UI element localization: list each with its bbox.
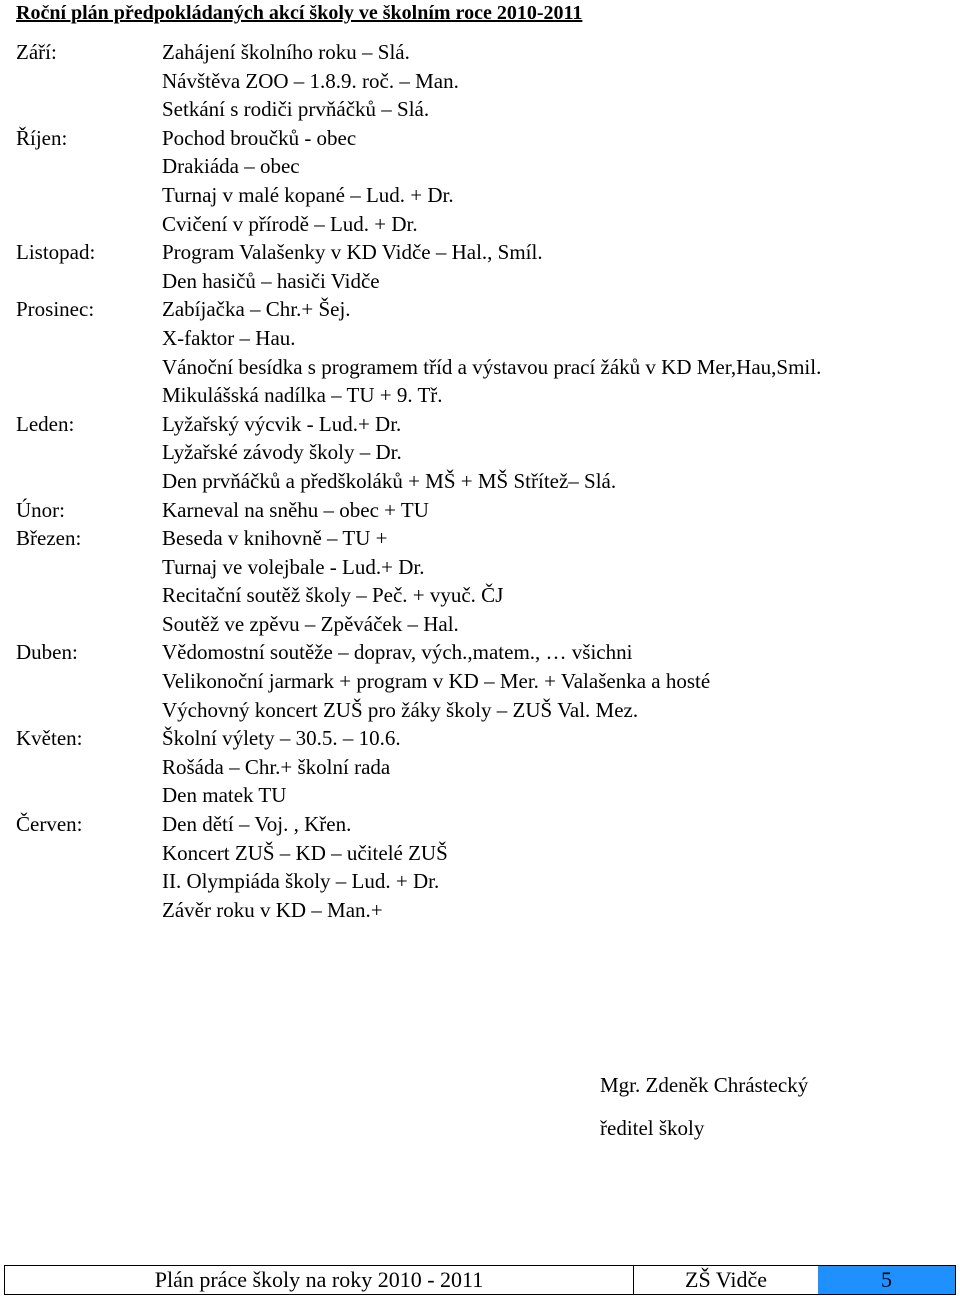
event-item: Pochod broučků - obec bbox=[162, 125, 357, 150]
month-label: Leden: bbox=[16, 411, 75, 436]
signature-role: ředitel školy bbox=[600, 1116, 705, 1140]
event-item: Program Valašenky v KD Vidče – Hal., Smíl. bbox=[162, 240, 543, 265]
footer-school-name: ZŠ Vidče bbox=[633, 1266, 818, 1294]
page-title: Roční plán předpokládaných akcí školy ve školním roce 2010-2011 bbox=[16, 2, 583, 24]
event-item: Karneval na sněhu – obec + TU bbox=[162, 497, 429, 522]
event-item: Den dětí – Voj. , Křen. bbox=[162, 812, 352, 837]
schedule bbox=[16, 38, 956, 924]
event-item: Cvičení v přírodě – Lud. + Dr. bbox=[162, 211, 418, 236]
month-block bbox=[16, 496, 956, 525]
event-item: Lyžařské závody školy – Dr. bbox=[162, 440, 402, 465]
month-label: Únor: bbox=[16, 497, 65, 522]
month-label: Září: bbox=[16, 40, 57, 64]
event-item: II. Olympiáda školy – Lud. + Dr. bbox=[162, 869, 440, 894]
event-list bbox=[162, 496, 956, 525]
event-list bbox=[162, 638, 956, 724]
event-item: Rošáda – Chr.+ školní rada bbox=[162, 754, 391, 779]
footer-plan-title: Plán práce školy na roky 2010 - 2011 bbox=[154, 1267, 484, 1292]
event-item: Setkání s rodiči prvňáčků – Slá. bbox=[162, 97, 430, 122]
event-item: Návštěva ZOO – 1.8.9. roč. – Man. bbox=[162, 68, 459, 93]
event-item: Zabíjačka – Chr.+ Šej. bbox=[162, 297, 351, 322]
month-block bbox=[16, 124, 956, 238]
month-block bbox=[16, 38, 956, 124]
month-label: Prosinec: bbox=[16, 297, 95, 322]
event-list bbox=[162, 295, 956, 409]
event-item: Turnaj ve volejbale - Lud.+ Dr. bbox=[162, 554, 425, 579]
event-item: Turnaj v malé kopané – Lud. + Dr. bbox=[162, 182, 454, 207]
signature-block bbox=[600, 1071, 808, 1142]
month-label: Listopad: bbox=[16, 240, 96, 265]
event-item: X-faktor – Hau. bbox=[162, 325, 296, 350]
month-label: Květen: bbox=[16, 726, 83, 751]
event-list bbox=[162, 38, 956, 124]
event-list bbox=[162, 524, 956, 638]
month-block bbox=[16, 410, 956, 496]
month-label: Říjen: bbox=[16, 125, 68, 150]
event-item: Závěr roku v KD – Man.+ bbox=[162, 897, 383, 922]
event-item: Koncert ZUŠ – KD – učitelé ZUŠ bbox=[162, 840, 448, 865]
page-footer bbox=[4, 1265, 956, 1295]
month-block bbox=[16, 524, 956, 638]
month-block bbox=[16, 810, 956, 924]
month-label: Březen: bbox=[16, 526, 82, 551]
event-item: Vědomostní soutěže – doprav, vých.,matem., … všichni bbox=[162, 640, 633, 665]
event-item: Zahájení školního roku – Slá. bbox=[162, 40, 410, 64]
month-label: Červen: bbox=[16, 812, 83, 837]
event-item: Den hasičů – hasiči Vidče bbox=[162, 268, 380, 293]
month-block bbox=[16, 238, 956, 295]
event-list bbox=[162, 124, 956, 238]
month-label: Duben: bbox=[16, 640, 78, 665]
event-item: Velikonoční jarmark + program v KD – Mer. + Valašenka a hosté bbox=[162, 669, 711, 694]
month-block bbox=[16, 295, 956, 409]
event-item: Den matek TU bbox=[162, 783, 287, 808]
event-item: Beseda v knihovně – TU + bbox=[162, 526, 388, 551]
event-item: Soutěž ve zpěvu – Zpěváček – Hal. bbox=[162, 611, 459, 636]
signature-name: Mgr. Zdeněk Chrástecký bbox=[600, 1073, 809, 1097]
event-item: Drakiáda – obec bbox=[162, 154, 300, 179]
event-list bbox=[162, 238, 956, 295]
month-block bbox=[16, 638, 956, 724]
event-item: Vánoční besídka s programem tříd a výstavou prací žáků v KD Mer,Hau,Smil. bbox=[162, 354, 822, 379]
event-list bbox=[162, 724, 956, 810]
footer-page-number: 5 bbox=[818, 1266, 955, 1294]
event-item: Lyžařský výcvik - Lud.+ Dr. bbox=[162, 411, 402, 436]
event-item: Den prvňáčků a předškoláků + MŠ + MŠ Střítež– Slá. bbox=[162, 468, 617, 493]
event-list bbox=[162, 410, 956, 496]
event-item: Školní výlety – 30.5. – 10.6. bbox=[162, 726, 401, 751]
event-item: Recitační soutěž školy – Peč. + vyuč. ČJ bbox=[162, 583, 504, 608]
event-item: Mikulášská nadílka – TU + 9. Tř. bbox=[162, 383, 443, 408]
event-item: Výchovný koncert ZUŠ pro žáky školy – ZUŠ Val. Mez. bbox=[162, 697, 639, 722]
event-list bbox=[162, 810, 956, 924]
month-block bbox=[16, 724, 956, 810]
